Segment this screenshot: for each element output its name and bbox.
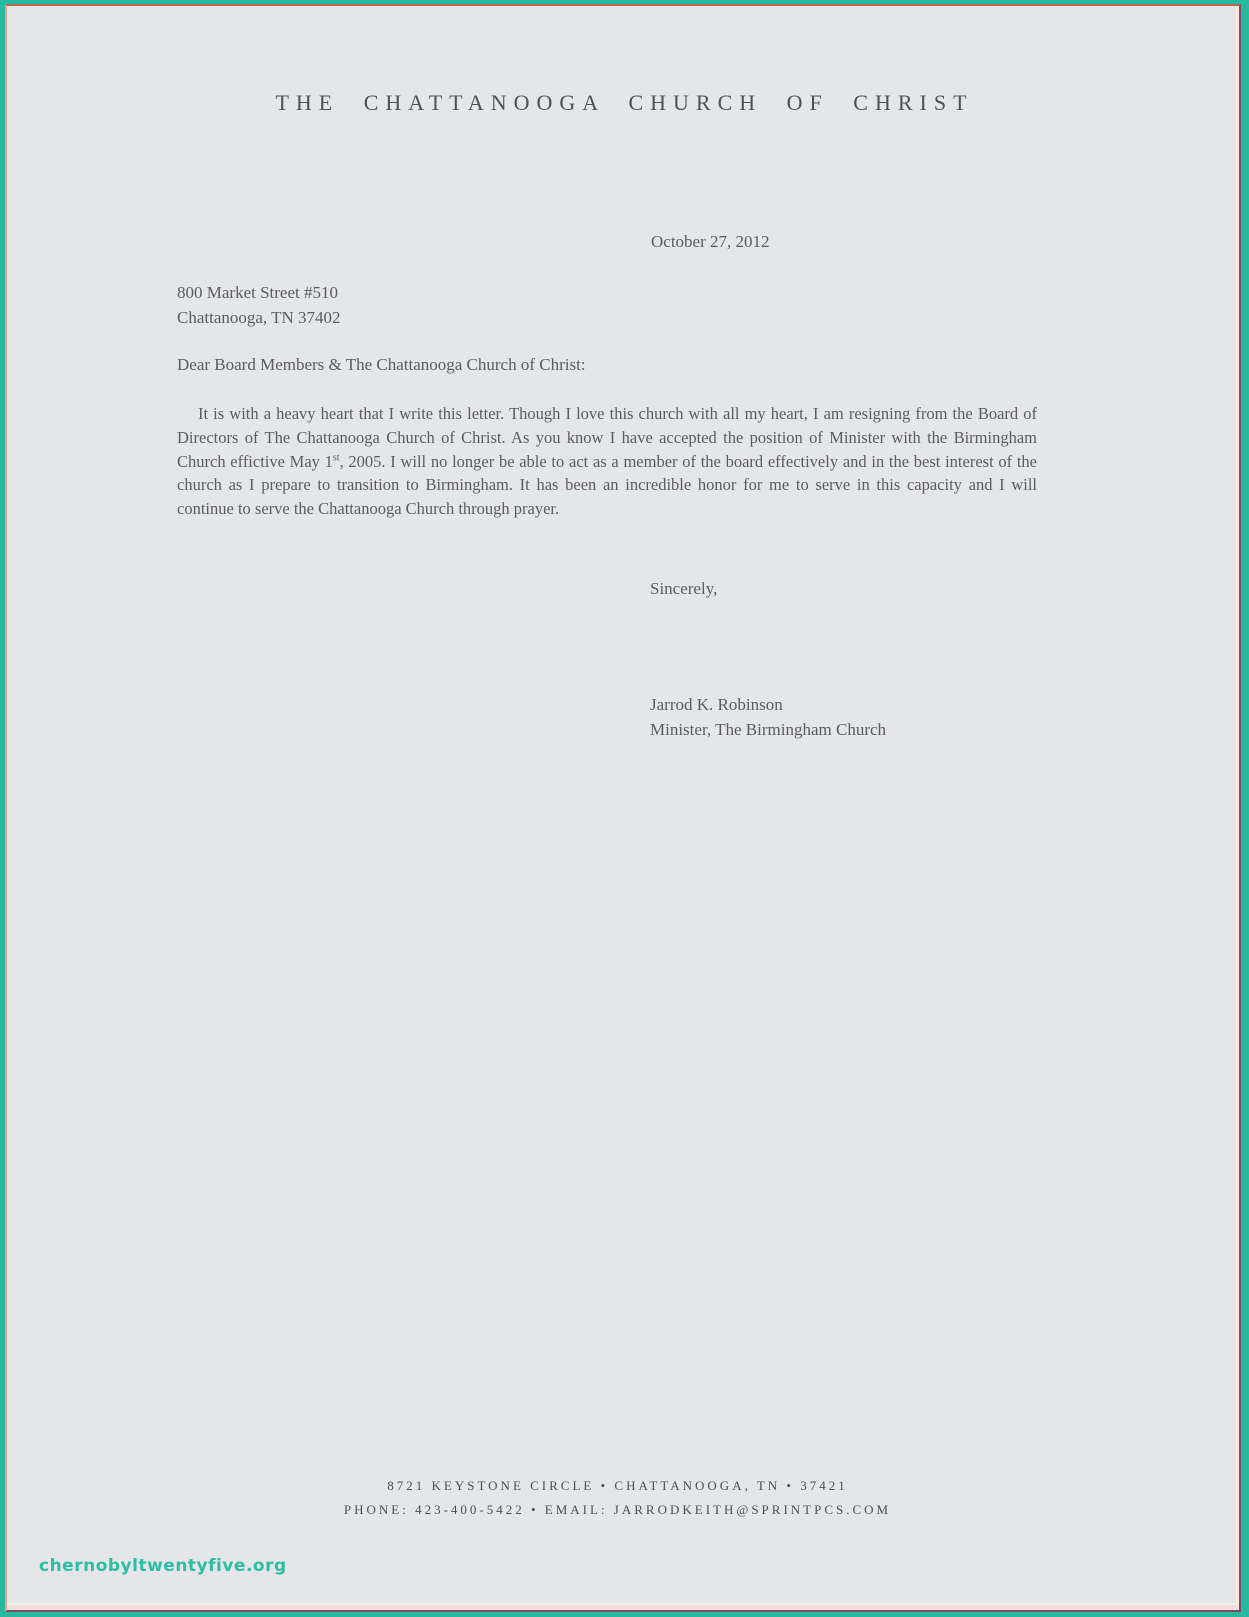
letterhead-title: THE CHATTANOOGA CHURCH OF CHRIST [275, 90, 974, 115]
body-text-before-superscript: It is with a heavy heart that I write this letter. Though I love this church with all my heart, I am resigning from the Board of Directors of The Chattanooga Church of Christ. As you know I have accepted the position of Minister with the Birmingham Church effictive May 1 [177, 404, 1037, 471]
body-text-after-superscript: , 2005. I will no longer be able to act as a member of the board effectively and in the best interest of the church as I prepare to transition to Birmingham. It has been an incredible honor for me to serve in this capacity and I will continue to serve the Chattanooga Church through prayer. [177, 451, 1037, 519]
address-line-1: 800 Market Street #510 [177, 283, 338, 302]
letter-body-paragraph [177, 402, 1037, 521]
recipient-address [177, 280, 341, 330]
address-line-2: Chattanooga, TN 37402 [177, 308, 341, 327]
closing-sincerely: Sincerely, [650, 579, 718, 598]
salutation: Dear Board Members & The Chattanooga Church of Christ: [177, 355, 586, 374]
letter-date: October 27, 2012 [651, 232, 770, 251]
page-border-frame-pink [7, 6, 1239, 1610]
signature-name: Jarrod K. Robinson [650, 695, 783, 714]
footer-phone-email-line: PHONE: 423-400-5422 • EMAIL: JARRODKEITH@SPRINTPCS.COM [343, 1502, 892, 1517]
watermark-site-url: chernobyltwentyfive.org [39, 1556, 287, 1576]
body-superscript-st: st [332, 452, 340, 464]
footer-address-line: 8721 KEYSTONE CIRCLE • CHATTANOOGA, TN • 37421 [387, 1478, 848, 1493]
page-border-frame-green-line [7, 1603, 1236, 1605]
signature-title: Minister, The Birmingham Church [650, 720, 887, 739]
page-border-frame-accent [5, 4, 1241, 1612]
signature-block [650, 692, 886, 742]
